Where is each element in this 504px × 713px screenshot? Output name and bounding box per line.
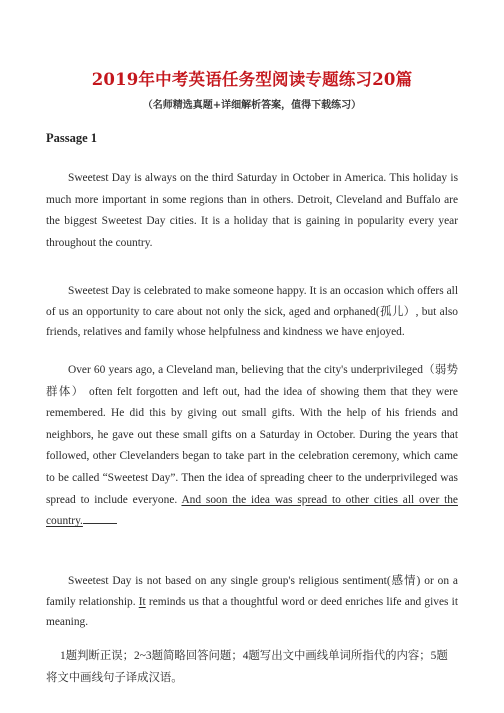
paragraph-4-text-start: Sweetest Day is not based on any single group's religious sentiment(感情) or on a family relationship. <box>46 575 458 608</box>
task-instructions: 1题判断正误；2~3题简略回答问题；4题写出文中画线单词所指代的内容；5题将文中画线句子译成汉语。 <box>46 650 448 684</box>
paragraph-1: Sweetest Day is always on the third Saturday in October in America. This holiday is much more important in some regions than in others. Detroit, Cleveland and Buffalo are the biggest Sweetest Day cities. It is a holiday that is gaining in popularity every year throughout the country. <box>46 172 458 249</box>
paragraph-3 <box>46 360 458 533</box>
underline-blank <box>83 512 117 524</box>
paragraph-2: Sweetest Day is celebrated to make someone happy. It is an occasion which offers all of us an opportunity to care about not only the sick, aged and orphaned(孤儿）, but also friends, relatives and family whose helpfulness and kindness we have enjoyed. <box>46 285 458 338</box>
underlined-word: It <box>138 595 146 608</box>
underlined-sentence: And soon the idea was spread to other cities all over the country. <box>46 493 458 528</box>
document-title: 2019年中考英语任务型阅读专题练习20篇 <box>91 70 413 89</box>
paragraph-3-text: Over 60 years ago, a Cleveland man, believing that the city's underprivileged（弱势群体） often felt forgotten and left out, had the idea of showing them that they were remembered. He did this by giving out small gifts. With the help of his friends and neighbors, he gave out these small gifts on a Saturday in October. During the years that followed, other Clevelanders began to take part in the celebration ceremony, which came to be called “Sweetest Day”. Then the idea of spreading cheer to the underprivileged was spread to include everyone. <box>46 364 458 506</box>
paragraph-4 <box>46 571 458 633</box>
document-subtitle: （名师精选真题+详细解析答案，值得下载练习） <box>142 100 362 111</box>
passage-label: Passage 1 <box>46 131 98 145</box>
paragraph-4-text-end: reminds us that a thoughtful word or deed enriches life and gives it meaning. <box>46 595 458 628</box>
